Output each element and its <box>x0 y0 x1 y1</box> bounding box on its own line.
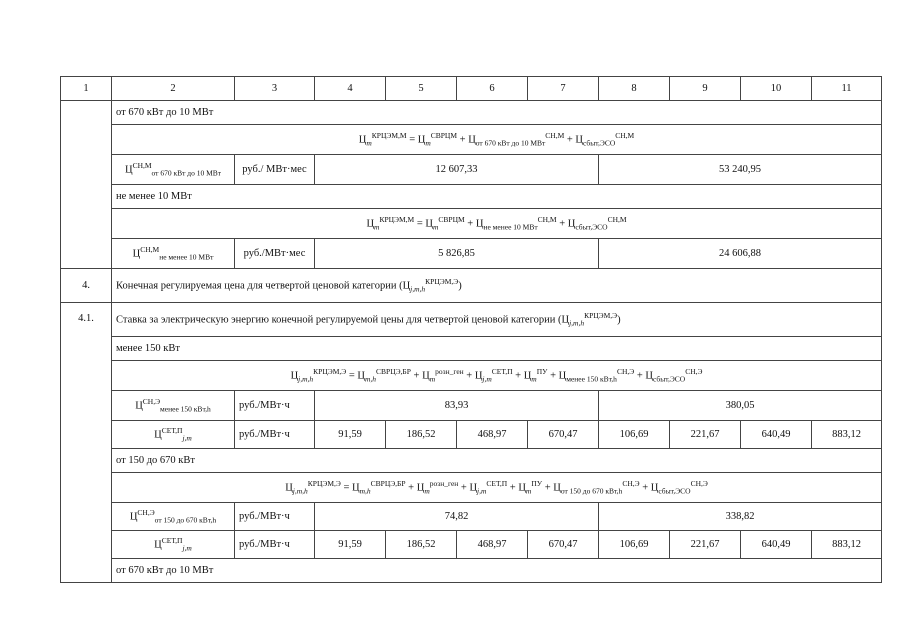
col-num: 3 <box>235 77 315 101</box>
section-heading: от 150 до 670 кВт <box>112 449 882 473</box>
value: 186,52 <box>386 531 457 559</box>
value: 186,52 <box>386 421 457 449</box>
col-num: 5 <box>386 77 457 101</box>
value: 640,49 <box>741 421 812 449</box>
rate-name: $Ц^{СН,М}_{от 670 кВт до 10 МВт}$ <box>112 155 235 185</box>
section-heading: от 670 кВт до 10 МВт <box>112 559 882 583</box>
section-heading: менее 150 кВт <box>112 337 882 361</box>
formula: $Ц_{j,m,h}^{КРЦЭМ,Э} = Ц_{m,h}^{СВРЦЭ,БР} + Ц_m^{розн\_ген} + Ц_{j,m}^{СЕТ,П} + Ц_m^{ПУ} + Ц_{менее 150 кВт,h}^{СН,Э} + Ц_{сбыт,ЭСО}^{СН,Э}$ <box>112 361 882 391</box>
value: 338,82 <box>599 503 882 531</box>
item-title: Конечная регулируемая цена для четвертой ценовой категории $(Ц_{j,m,h}^{КРЦЭМ,Э})$ <box>112 269 882 303</box>
row-number-empty <box>61 101 112 269</box>
column-number-row <box>61 77 882 101</box>
col-num: 7 <box>528 77 599 101</box>
unit: руб./ МВт·мес <box>235 155 315 185</box>
value: 53 240,95 <box>599 155 882 185</box>
formula: $Ц_m^{КРЦЭМ,М} = Ц_m^{СВРЦМ} + Ц_{от 670 кВт до 10 МВт}^{СН,М} + Ц_{сбыт,ЭСО}^{СН,М}$ <box>112 125 882 155</box>
table-row <box>61 531 882 559</box>
section-heading: от 670 кВт до 10 МВт <box>112 101 882 125</box>
formula: $Ц_m^{КРЦЭМ,М} = Ц_m^{СВРЦМ} + Ц_{не менее 10 МВт}^{СН,М} + Ц_{сбыт,ЭСО}^{СН,М}$ <box>112 209 882 239</box>
unit: руб./МВт·ч <box>235 531 315 559</box>
unit: руб./МВт·мес <box>235 239 315 269</box>
rate-name: $Ц^{СН,Э}_{от 150 до 670 кВт,h}$ <box>112 503 235 531</box>
col-num: 9 <box>670 77 741 101</box>
section-heading: не менее 10 МВт <box>112 185 882 209</box>
unit: руб./МВт·ч <box>235 391 315 421</box>
item-41-row <box>61 303 882 337</box>
value: 74,82 <box>315 503 599 531</box>
value: 380,05 <box>599 391 882 421</box>
unit: руб./МВт·ч <box>235 421 315 449</box>
table-row <box>61 239 882 269</box>
value: 91,59 <box>315 421 386 449</box>
value: 883,12 <box>812 421 882 449</box>
col-num: 2 <box>112 77 235 101</box>
item-number: 4.1. <box>61 303 112 583</box>
value: 83,93 <box>315 391 599 421</box>
rate-name: $Ц^{СН,М}_{не менее 10 МВт}$ <box>112 239 235 269</box>
value: 91,59 <box>315 531 386 559</box>
formula: $Ц_{j,m,h}^{КРЦЭМ,Э} = Ц_{m,h}^{СВРЦЭ,БР} + Ц_m^{розн\_ген} + Ц_{j,m}^{СЕТ,П} + Ц_m^{ПУ} + Ц_{от 150 до 670 кВт,h}^{СН,Э} + Ц_{сбыт,ЭСО}^{СН,Э}$ <box>112 473 882 503</box>
col-num: 10 <box>741 77 812 101</box>
value: 221,67 <box>670 531 741 559</box>
value: 468,97 <box>457 421 528 449</box>
tariff-table <box>60 76 882 583</box>
table-row <box>61 391 882 421</box>
col-num: 11 <box>812 77 882 101</box>
table-row <box>61 503 882 531</box>
value: 883,12 <box>812 531 882 559</box>
item-4-row <box>61 269 882 303</box>
table-row <box>61 155 882 185</box>
value: 24 606,88 <box>599 239 882 269</box>
value: 106,69 <box>599 421 670 449</box>
col-num: 6 <box>457 77 528 101</box>
col-num: 4 <box>315 77 386 101</box>
value: 12 607,33 <box>315 155 599 185</box>
tariff-table-page <box>60 76 881 583</box>
value: 670,47 <box>528 531 599 559</box>
col-num: 8 <box>599 77 670 101</box>
value: 106,69 <box>599 531 670 559</box>
value: 640,49 <box>741 531 812 559</box>
rate-name: $Ц^{СЕТ,П}_{j,m}$ <box>112 531 235 559</box>
table-row <box>61 421 882 449</box>
rate-name: $Ц^{СН,Э}_{менее 150 кВт,h}$ <box>112 391 235 421</box>
item-title: Ставка за электрическую энергию конечной регулируемой цены для четвертой ценовой категории $(Ц_{j,m,h}^{КРЦЭМ,Э})$ <box>112 303 882 337</box>
item-number: 4. <box>61 269 112 303</box>
value: 468,97 <box>457 531 528 559</box>
value: 221,67 <box>670 421 741 449</box>
value: 670,47 <box>528 421 599 449</box>
value: 5 826,85 <box>315 239 599 269</box>
unit: руб./МВт·ч <box>235 503 315 531</box>
col-num: 1 <box>61 77 112 101</box>
rate-name: $Ц^{СЕТ,П}_{j,m}$ <box>112 421 235 449</box>
